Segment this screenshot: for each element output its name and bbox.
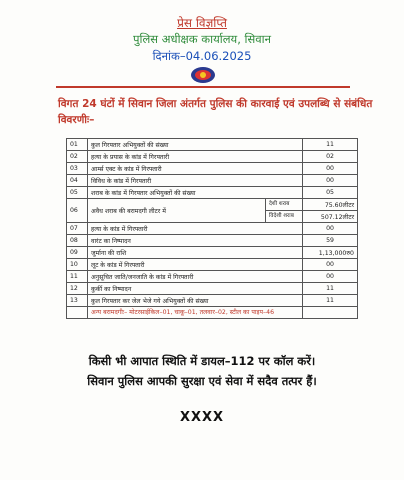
office-name: पुलिस अधीक्षक कार्यालय, सिवान <box>132 32 272 46</box>
row-value: 00 <box>303 259 358 271</box>
row-description: अनुसूचित जाति/जनजाति के कांड में गिरफ्तारी <box>88 271 303 283</box>
country-liquor-value: 75.60लीटर <box>303 199 358 211</box>
row-description: आर्म्स एक्ट के कांड में गिरफ्तारी <box>88 163 303 175</box>
row-serial: 12 <box>67 283 88 295</box>
row-value: 59 <box>303 235 358 247</box>
row-description: हत्या के कांड में गिरफ्तारी <box>88 223 303 235</box>
table-row <box>67 187 358 199</box>
signature: XXXX <box>179 410 225 425</box>
row-serial: 04 <box>67 175 88 187</box>
police-service-message: सिवान पुलिस आपकी सुरक्षा एवं सेवा में सदैव तत्पर हैं। <box>87 374 317 388</box>
table-row <box>67 259 358 271</box>
row-value: 00 <box>303 223 358 235</box>
row-description: कुर्की का निष्पादन <box>88 283 303 295</box>
table-row <box>67 223 358 235</box>
row-serial: 02 <box>67 151 88 163</box>
table-row <box>67 283 358 295</box>
row-value: 00 <box>303 163 358 175</box>
police-emblem-icon <box>190 66 216 84</box>
table-row <box>67 163 358 175</box>
row-description: लूट के कांड में गिरफ्तारी <box>88 259 303 271</box>
action-summary-table <box>66 138 358 319</box>
row-value: 11 <box>303 283 358 295</box>
row-description: शराब के कांड में गिरफ्तार अभियुक्तों की संख्या <box>88 187 303 199</box>
table-row <box>67 199 358 211</box>
row-serial: 11 <box>67 271 88 283</box>
row-value: 02 <box>303 151 358 163</box>
table-row <box>67 247 358 259</box>
row-description: वारंट का निष्पादन <box>88 235 303 247</box>
foreign-liquor-value: 507.12लीटर <box>303 211 358 223</box>
row-description: जुर्माना की राशि <box>88 247 303 259</box>
press-release-title: प्रेस विज्ञप्ति <box>177 16 227 30</box>
other-recovery-text: अन्य बरामदगीः– मोटरसाईकिल–01, चाकू–01, तलवार–02, स्टील का पाइप–46 <box>88 307 303 319</box>
row-value: 1,13,000रु0 <box>303 247 358 259</box>
row-description: अवैध शराब की बरामदगी लीटर में <box>88 199 266 223</box>
table-row <box>67 307 358 319</box>
country-liquor-label: देशी शराब <box>266 199 303 211</box>
row-value: 11 <box>303 295 358 307</box>
row-description: कुल गिरफ्तार अभियुक्तों की संख्या <box>88 139 303 151</box>
release-date: दिनांक–04.06.2025 <box>152 49 252 63</box>
row-serial: 01 <box>67 139 88 151</box>
row-serial: 05 <box>67 187 88 199</box>
table-row <box>67 139 358 151</box>
row-serial: 10 <box>67 259 88 271</box>
table-row <box>67 295 358 307</box>
row-value: 05 <box>303 187 358 199</box>
row-value: 11 <box>303 139 358 151</box>
row-serial: 13 <box>67 295 88 307</box>
header-divider <box>56 86 350 88</box>
row-description: विविध के कांड में गिरफ्तारी <box>88 175 303 187</box>
row-value: 00 <box>303 271 358 283</box>
row-serial: 03 <box>67 163 88 175</box>
row-serial: 08 <box>67 235 88 247</box>
row-serial: 09 <box>67 247 88 259</box>
foreign-liquor-label: विदेशी शराब <box>266 211 303 223</box>
row-serial-empty <box>67 307 88 319</box>
row-serial: 07 <box>67 223 88 235</box>
table-row <box>67 175 358 187</box>
intro-heading: विगत 24 घंटों में सिवान जिला अंतर्गत पुलिस की कारवाई एवं उपलब्धि से संबंधित विवरणीः– <box>58 98 373 126</box>
row-serial: 06 <box>67 199 88 223</box>
table-row <box>67 235 358 247</box>
emergency-dial-message: किसी भी आपात स्थिति में डायल–112 पर कॉल करें। <box>88 354 316 368</box>
table-row <box>67 151 358 163</box>
row-description: हत्या के प्रयास के कांड में गिरफ्तारी <box>88 151 303 163</box>
row-description: कुल गिरफ्तार कर जेल भेजे गये अभियुक्तों की संख्या <box>88 295 303 307</box>
row-value-empty <box>303 307 358 319</box>
row-value: 00 <box>303 175 358 187</box>
table-row <box>67 271 358 283</box>
